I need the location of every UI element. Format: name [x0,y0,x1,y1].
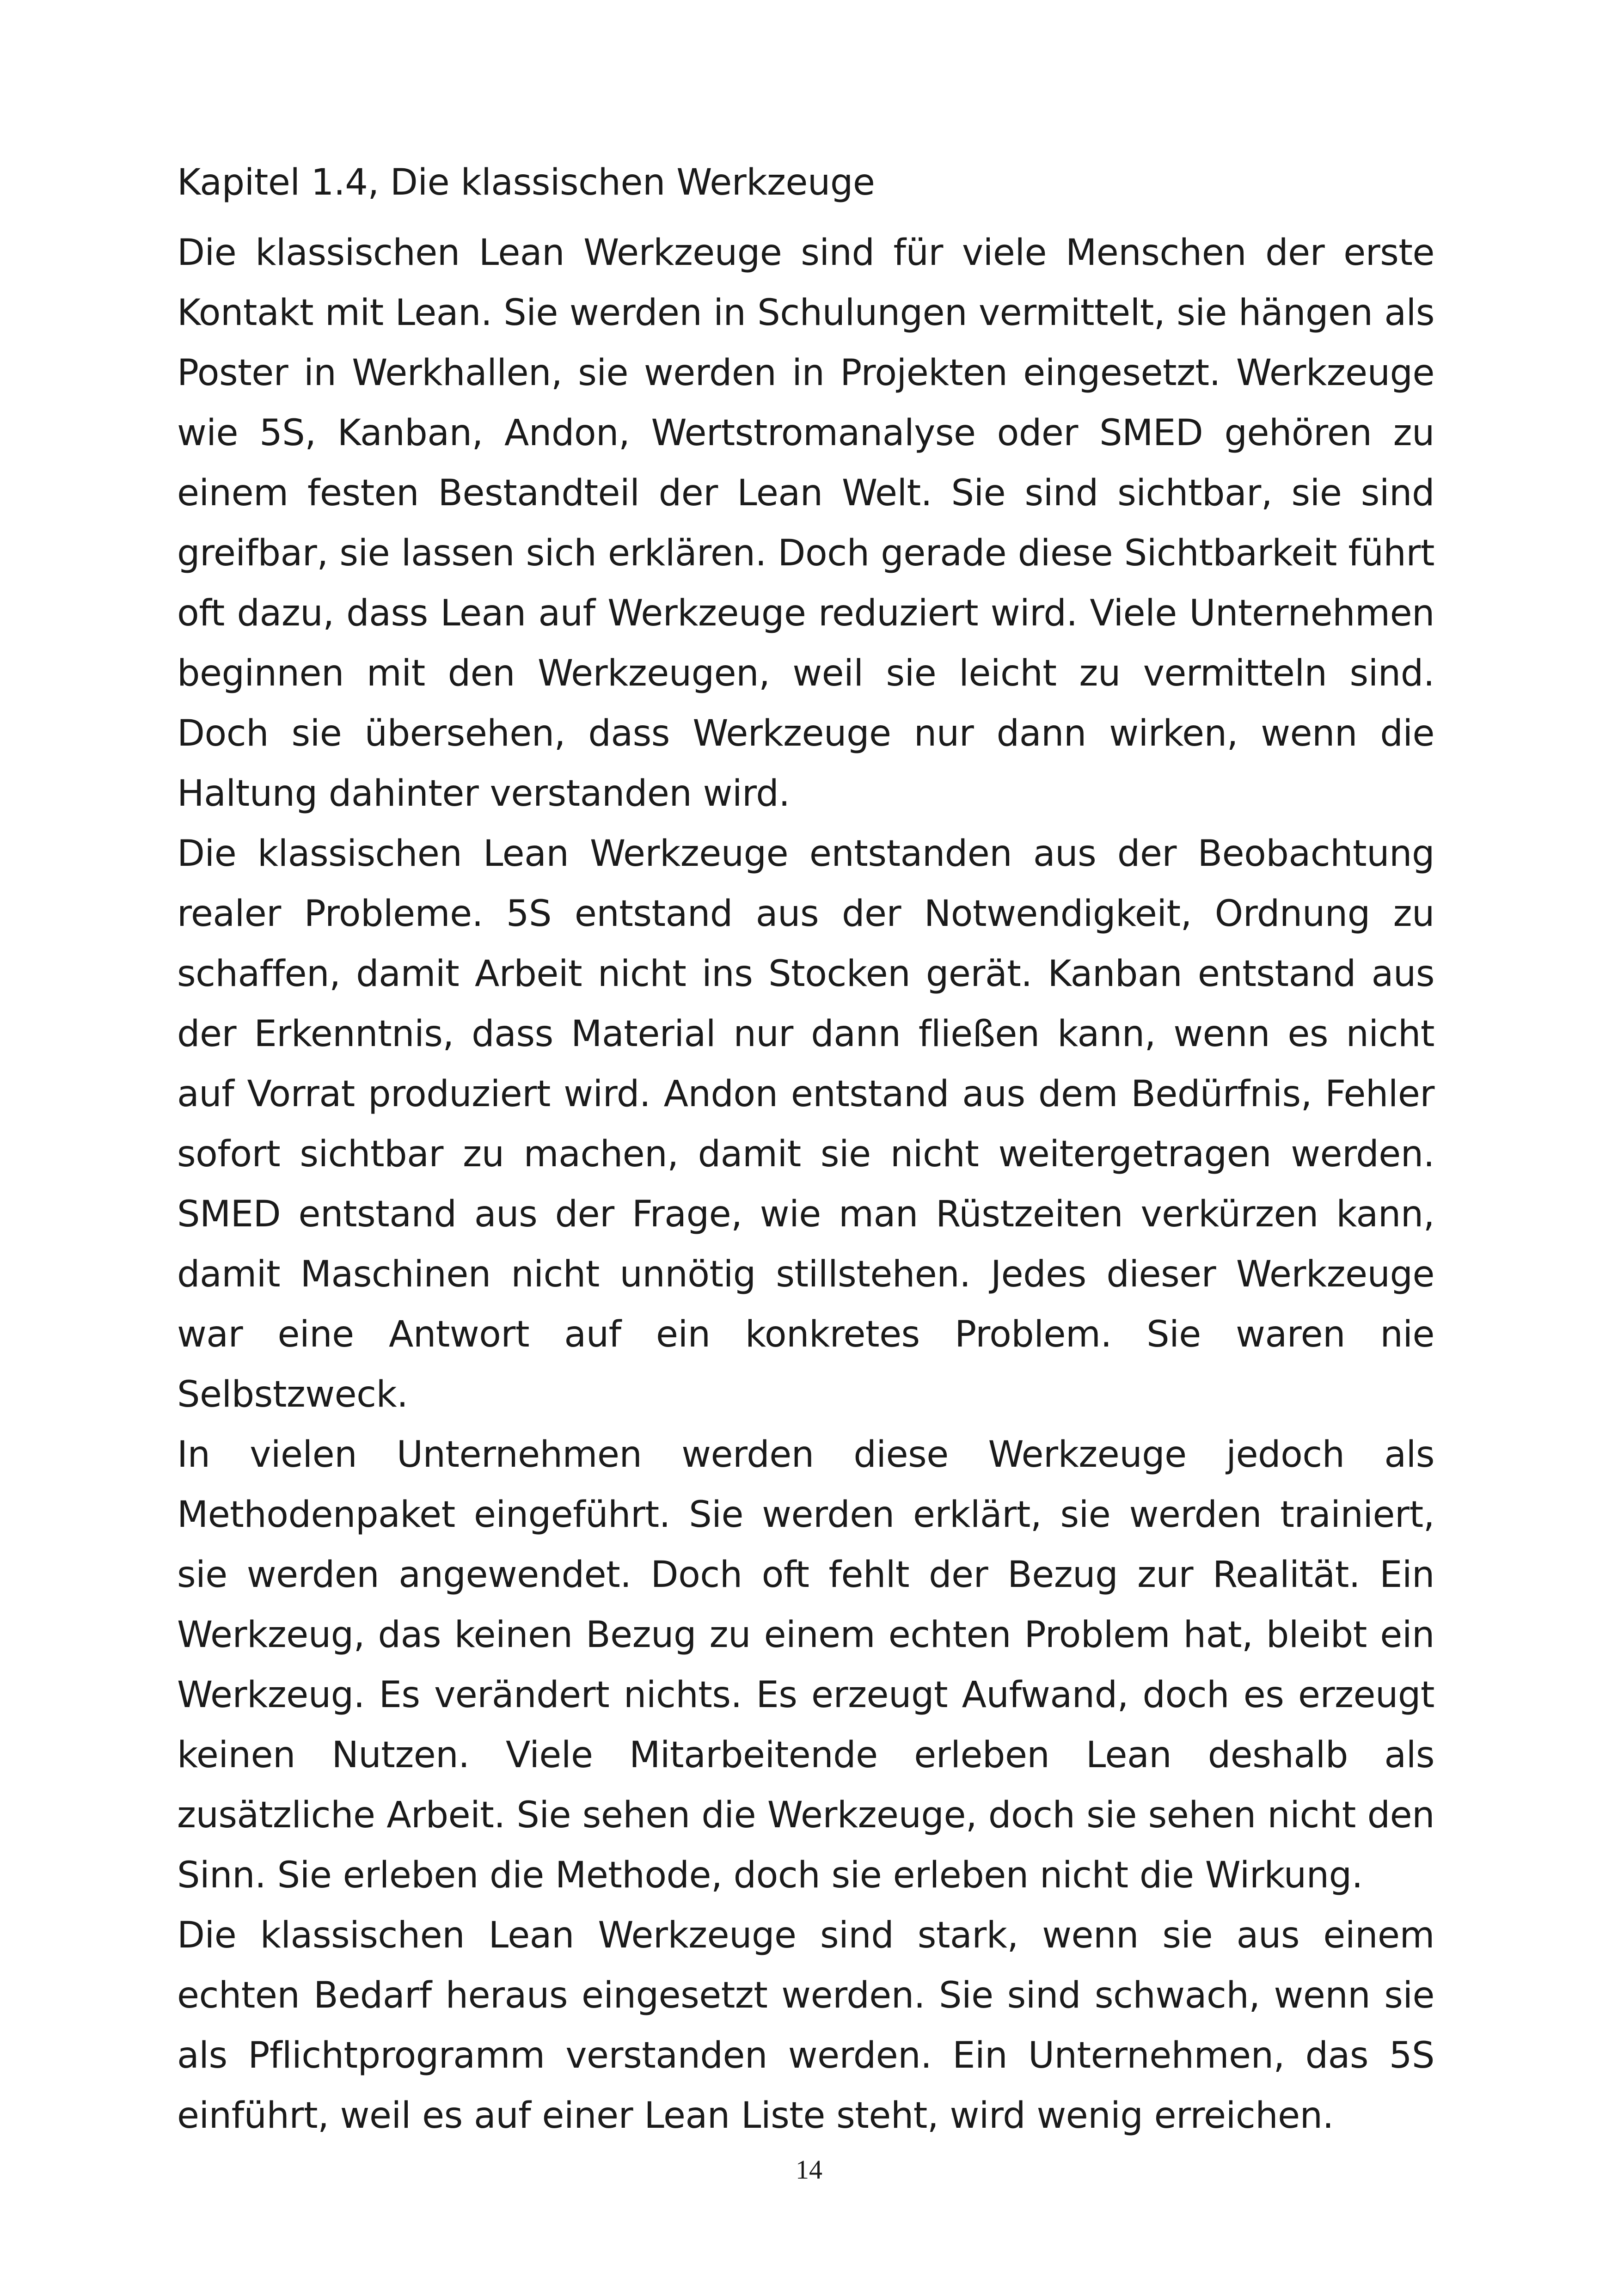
paragraph-2: Die klassischen Lean Werkzeuge entstanden aus der Beobachtung realer Probleme. 5S entstand aus der Notwendigkeit, Ordnung zu schaffen, damit Arbeit nicht ins Stocken gerät. Kanban entstand aus der Erkenntnis, dass Material nur dann fließen kann, wenn es nicht auf Vorrat produziert wird. Andon entstand aus dem Bedürfnis, Fehler sofort sichtbar zu machen, damit sie nicht weitergetragen werden. SMED entstand aus der Frage, wie man Rüstzeiten verkürzen kann, damit Maschinen nicht unnötig stillstehen. Jedes dieser Werkzeuge war eine Antwort auf ein konkretes Problem. Sie waren nie Selbstzweck. [177,833,1434,1415]
chapter-title: Kapitel 1.4, Die klassischen Werkzeuge [177,162,875,203]
page-content [177,153,1434,2146]
page-number: 14 [796,2155,822,2185]
paragraph-4: Die klassischen Lean Werkzeuge sind stark, wenn sie aus einem echten Bedarf heraus eingesetzt werden. Sie sind schwach, wenn sie als Pflichtprogramm verstanden werden. Ein Unternehmen, das 5S einführt, weil es auf einer Lean Liste steht, wird wenig erreichen. [177,1915,1434,2137]
paragraph-1: Die klassischen Lean Werkzeuge sind für viele Menschen der erste Kontakt mit Lean. Sie werden in Schulungen vermittelt, sie hängen als Poster in Werkhallen, sie werden in Projekten eingesetzt. Werkzeuge wie 5S, Kanban, Andon, Wertstromanalyse oder SMED gehören zu einem festen Bestandteil der Lean Welt. Sie sind sichtbar, sie sind greifbar, sie lassen sich erklären. Doch gerade diese Sichtbarkeit führt oft dazu, dass Lean auf Werkzeuge reduziert wird. Viele Unternehmen beginnen mit den Werkzeugen, weil sie leicht zu vermitteln sind. Doch sie übersehen, dass Werkzeuge nur dann wirken, wenn die Haltung dahinter verstanden wird. [177,232,1434,814]
paragraph-3: In vielen Unternehmen werden diese Werkzeuge jedoch als Methodenpaket eingeführt. Sie werden erklärt, sie werden trainiert, sie werden angewendet. Doch oft fehlt der Bezug zur Realität. Ein Werkzeug, das keinen Bezug zu einem echten Problem hat, bleibt ein Werkzeug. Es verändert nichts. Es erzeugt Aufwand, doch es erzeugt keinen Nutzen. Viele Mitarbeitende erleben Lean deshalb als zusätzliche Arbeit. Sie sehen die Werkzeuge, doch sie sehen nicht den Sinn. Sie erleben die Methode, doch sie erleben nicht die Wirkung. [177,1434,1434,1896]
